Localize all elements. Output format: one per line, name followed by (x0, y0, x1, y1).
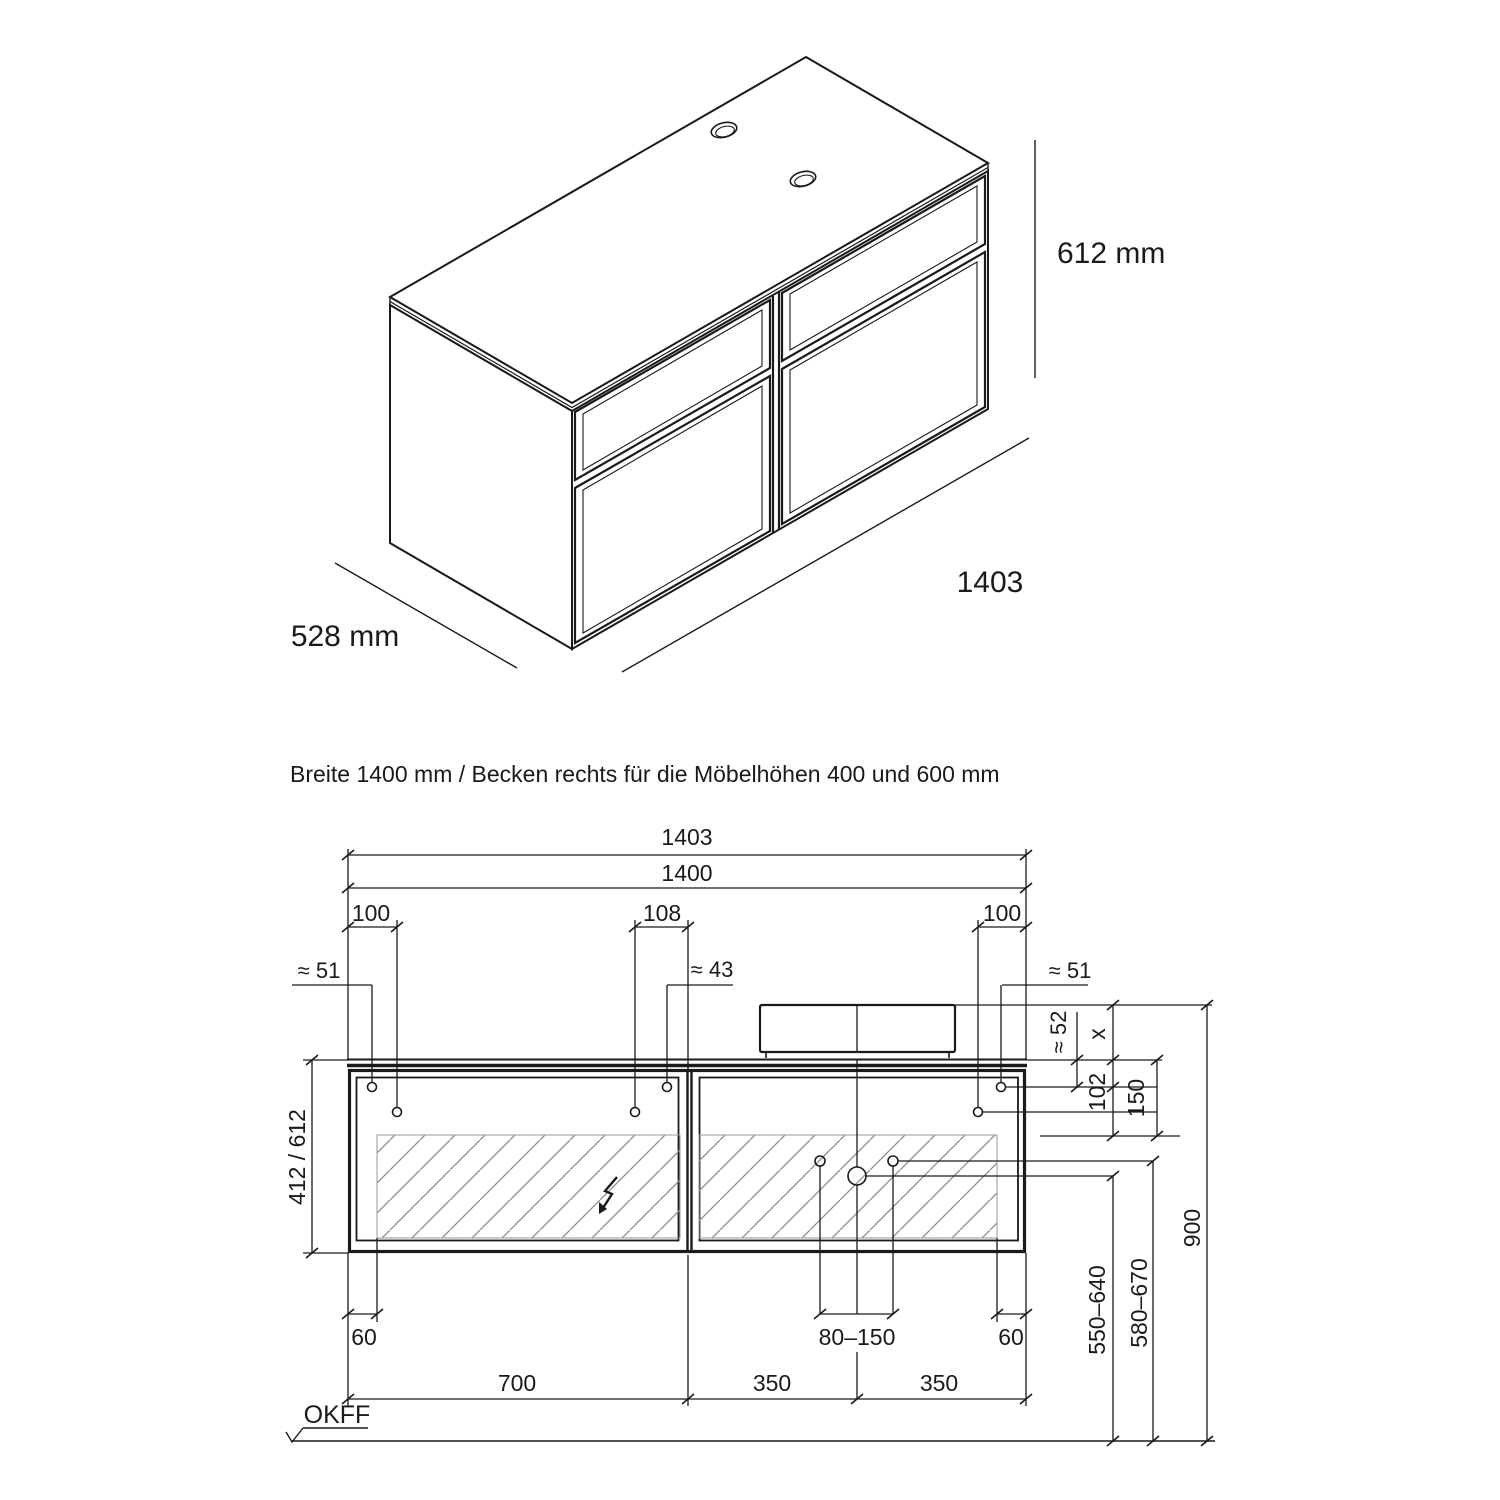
dim-label-412-612: 412 / 612 (284, 1109, 310, 1205)
iso-width-dim-label: 1403 (956, 566, 1024, 599)
dim-label-900: 900 (1179, 1208, 1205, 1248)
dim-label-100-left: 100 (351, 900, 391, 926)
dim-label-1403: 1403 (661, 824, 713, 850)
floor-ref-label: OKFF (303, 1401, 371, 1429)
dim-label-350-right: 350 (919, 1370, 959, 1396)
iso-height-dim-label: 612 mm (1057, 237, 1166, 270)
install-zone-right (699, 1135, 997, 1238)
dim-label-approx43: ≈ 43 (690, 957, 734, 982)
install-zone-left (377, 1135, 680, 1238)
iso-depth-dim-label: 528 mm (290, 620, 400, 653)
dim-label-700: 700 (497, 1370, 537, 1396)
dim-label-approx51-right: ≈ 51 (1048, 958, 1092, 983)
dim-label-approx51-left: ≈ 51 (297, 958, 341, 983)
caption: Breite 1400 mm / Becken rechts für die Möbelhöhen 400 und 600 mm (290, 761, 1000, 787)
dim-label-150: 150 (1123, 1078, 1149, 1118)
dim-label-108: 108 (642, 900, 682, 926)
dim-label-550-640: 550–640 (1084, 1265, 1110, 1355)
dim-label-350-left: 350 (752, 1370, 792, 1396)
dim-label-1400: 1400 (661, 860, 713, 886)
dim-label-60-left: 60 (351, 1324, 377, 1350)
dim-label-580-670: 580–670 (1126, 1258, 1152, 1348)
dim-label-100-right: 100 (982, 900, 1022, 926)
dim-label-x: x (1084, 1028, 1110, 1040)
dim-label-approx52: ≈ 52 (1046, 1010, 1071, 1054)
dim-label-60-right: 60 (998, 1324, 1024, 1350)
dim-label-80-150: 80–150 (818, 1324, 896, 1350)
dim-label-102: 102 (1084, 1072, 1110, 1112)
